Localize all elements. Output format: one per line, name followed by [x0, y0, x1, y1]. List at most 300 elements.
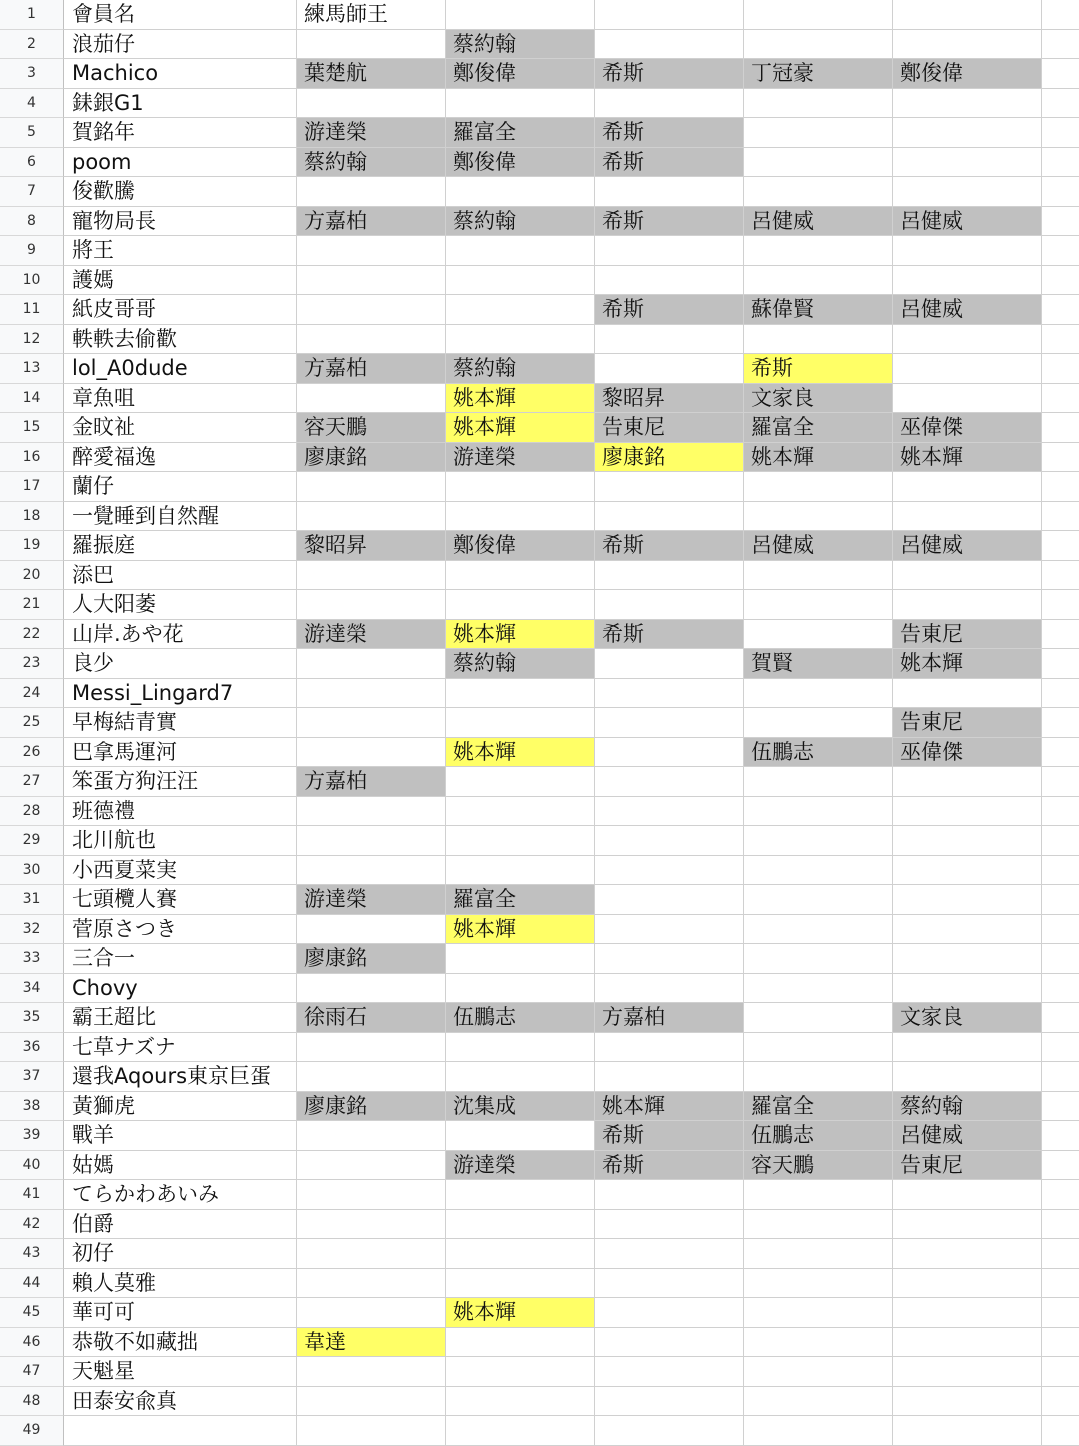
member-name-cell[interactable]: 笨蛋方狗汪汪 [64, 767, 297, 797]
row-number[interactable]: 39 [0, 1121, 64, 1151]
empty-cell[interactable] [1042, 325, 1079, 355]
member-name-cell[interactable]: 還我Aqours東京巨蛋 [64, 1062, 297, 1092]
pick-cell[interactable] [446, 561, 595, 591]
pick-cell[interactable] [446, 944, 595, 974]
row-number[interactable]: 5 [0, 118, 64, 148]
empty-cell[interactable] [1042, 354, 1079, 384]
pick-cell[interactable] [744, 266, 893, 296]
pick-cell[interactable]: 希斯 [595, 1121, 744, 1151]
pick-cell[interactable]: 丁冠豪 [744, 59, 893, 89]
empty-cell[interactable] [1042, 826, 1079, 856]
member-name-cell[interactable]: 初仔 [64, 1239, 297, 1269]
row-number[interactable]: 42 [0, 1210, 64, 1240]
pick-cell[interactable]: 呂健威 [893, 1121, 1042, 1151]
pick-cell[interactable] [297, 1151, 446, 1181]
empty-cell[interactable] [1042, 649, 1079, 679]
empty-cell[interactable] [1042, 0, 1079, 30]
pick-cell[interactable] [446, 89, 595, 119]
pick-cell[interactable] [893, 354, 1042, 384]
pick-cell[interactable]: 游達榮 [297, 885, 446, 915]
pick-cell[interactable] [297, 561, 446, 591]
pick-cell[interactable] [446, 590, 595, 620]
pick-cell[interactable] [893, 30, 1042, 60]
pick-cell[interactable]: 告東尼 [893, 1151, 1042, 1181]
member-name-cell[interactable]: 章魚咀 [64, 384, 297, 414]
pick-cell[interactable] [744, 325, 893, 355]
pick-cell[interactable]: 伍鵬志 [744, 738, 893, 768]
row-number[interactable]: 7 [0, 177, 64, 207]
pick-cell[interactable] [744, 1357, 893, 1387]
pick-cell[interactable] [595, 236, 744, 266]
empty-cell[interactable] [1042, 944, 1079, 974]
pick-cell[interactable]: 希斯 [595, 531, 744, 561]
pick-cell[interactable]: 沈集成 [446, 1092, 595, 1122]
pick-cell[interactable]: 黎昭昇 [297, 531, 446, 561]
pick-cell[interactable]: 羅富全 [744, 413, 893, 443]
pick-cell[interactable] [297, 89, 446, 119]
pick-cell[interactable] [893, 325, 1042, 355]
empty-cell[interactable] [1042, 236, 1079, 266]
pick-cell[interactable] [297, 472, 446, 502]
row-number[interactable]: 40 [0, 1151, 64, 1181]
pick-cell[interactable]: 賀賢 [744, 649, 893, 679]
pick-cell[interactable] [297, 738, 446, 768]
pick-cell[interactable]: 呂健威 [893, 295, 1042, 325]
pick-cell[interactable] [446, 177, 595, 207]
row-number[interactable]: 22 [0, 620, 64, 650]
member-name-cell[interactable]: 人大阳萎 [64, 590, 297, 620]
row-number[interactable]: 31 [0, 885, 64, 915]
pick-cell[interactable] [595, 89, 744, 119]
empty-cell[interactable] [1042, 679, 1079, 709]
member-name-cell[interactable]: 良少 [64, 649, 297, 679]
empty-cell[interactable] [1042, 266, 1079, 296]
member-name-cell[interactable]: 霸王超比 [64, 1003, 297, 1033]
pick-cell[interactable] [744, 177, 893, 207]
pick-cell[interactable]: 羅富全 [446, 885, 595, 915]
pick-cell[interactable] [744, 915, 893, 945]
pick-cell[interactable] [446, 266, 595, 296]
pick-cell[interactable] [595, 561, 744, 591]
member-name-cell[interactable]: 伯爵 [64, 1210, 297, 1240]
empty-cell[interactable] [1042, 767, 1079, 797]
row-number[interactable]: 36 [0, 1033, 64, 1063]
row-number[interactable]: 32 [0, 915, 64, 945]
member-name-cell[interactable]: 三合一 [64, 944, 297, 974]
pick-cell[interactable] [595, 590, 744, 620]
pick-cell[interactable]: 葉楚航 [297, 59, 446, 89]
pick-cell[interactable] [297, 590, 446, 620]
pick-cell[interactable] [446, 679, 595, 709]
pick-cell[interactable] [744, 708, 893, 738]
empty-cell[interactable] [1042, 30, 1079, 60]
member-name-cell[interactable]: 姑媽 [64, 1151, 297, 1181]
row-number[interactable]: 14 [0, 384, 64, 414]
pick-cell[interactable] [297, 30, 446, 60]
pick-cell[interactable]: 方嘉柏 [595, 1003, 744, 1033]
pick-cell[interactable]: 伍鵬志 [744, 1121, 893, 1151]
pick-cell[interactable] [595, 915, 744, 945]
pick-cell[interactable] [595, 177, 744, 207]
pick-cell[interactable]: 姚本輝 [744, 443, 893, 473]
pick-cell[interactable]: 蔡約翰 [893, 1092, 1042, 1122]
pick-cell[interactable] [446, 1062, 595, 1092]
pick-cell[interactable] [595, 354, 744, 384]
row-number[interactable]: 25 [0, 708, 64, 738]
empty-cell[interactable] [1042, 1387, 1079, 1417]
pick-cell[interactable]: 告東尼 [893, 708, 1042, 738]
row-number[interactable]: 4 [0, 89, 64, 119]
row-number[interactable]: 16 [0, 443, 64, 473]
pick-cell[interactable] [744, 1180, 893, 1210]
pick-cell[interactable] [893, 1180, 1042, 1210]
row-number[interactable]: 21 [0, 590, 64, 620]
empty-cell[interactable] [1042, 1328, 1079, 1358]
pick-cell[interactable]: 鄭俊偉 [893, 59, 1042, 89]
pick-cell[interactable]: 鄭俊偉 [446, 531, 595, 561]
pick-cell[interactable] [893, 1210, 1042, 1240]
pick-cell[interactable] [893, 502, 1042, 532]
member-name-cell[interactable]: てらかわあいみ [64, 1180, 297, 1210]
member-name-cell[interactable]: 寵物局長 [64, 207, 297, 237]
member-name-cell[interactable]: 天魁星 [64, 1357, 297, 1387]
pick-cell[interactable] [744, 1298, 893, 1328]
pick-cell[interactable] [744, 118, 893, 148]
pick-cell[interactable]: 方嘉柏 [297, 767, 446, 797]
pick-cell[interactable] [595, 1328, 744, 1358]
member-name-cell[interactable]: 醉愛福逸 [64, 443, 297, 473]
member-name-cell[interactable]: 田泰安兪真 [64, 1387, 297, 1417]
empty-cell[interactable] [1042, 885, 1079, 915]
pick-cell[interactable] [595, 767, 744, 797]
row-number[interactable]: 19 [0, 531, 64, 561]
pick-cell[interactable]: 巫偉傑 [893, 738, 1042, 768]
row-number[interactable]: 43 [0, 1239, 64, 1269]
pick-cell[interactable]: 游達榮 [446, 443, 595, 473]
empty-cell[interactable] [1042, 384, 1079, 414]
pick-cell[interactable] [893, 1239, 1042, 1269]
pick-cell[interactable] [595, 885, 744, 915]
pick-cell[interactable]: 蔡約翰 [446, 207, 595, 237]
pick-cell[interactable] [744, 148, 893, 178]
row-number[interactable]: 44 [0, 1269, 64, 1299]
pick-cell[interactable]: 蘇偉賢 [744, 295, 893, 325]
pick-cell[interactable] [595, 1210, 744, 1240]
member-name-cell[interactable]: 戰羊 [64, 1121, 297, 1151]
member-name-cell[interactable]: 銇銀G1 [64, 89, 297, 119]
pick-cell[interactable] [744, 561, 893, 591]
member-name-cell[interactable]: 小西夏菜実 [64, 856, 297, 886]
pick-cell[interactable]: 蔡約翰 [446, 30, 595, 60]
pick-cell[interactable]: 姚本輝 [446, 915, 595, 945]
pick-cell[interactable] [893, 915, 1042, 945]
empty-cell[interactable] [1042, 118, 1079, 148]
member-name-cell[interactable]: 北川航也 [64, 826, 297, 856]
pick-cell[interactable]: 呂健威 [744, 531, 893, 561]
pick-cell[interactable] [297, 236, 446, 266]
pick-cell[interactable] [744, 236, 893, 266]
member-name-cell[interactable]: 華可可 [64, 1298, 297, 1328]
row-number[interactable]: 45 [0, 1298, 64, 1328]
empty-cell[interactable] [1042, 1062, 1079, 1092]
pick-cell[interactable] [595, 1033, 744, 1063]
empty-cell[interactable] [1042, 738, 1079, 768]
pick-cell[interactable]: 告東尼 [595, 413, 744, 443]
pick-cell[interactable]: 蔡約翰 [446, 649, 595, 679]
pick-cell[interactable] [297, 266, 446, 296]
pick-cell[interactable] [297, 1121, 446, 1151]
empty-cell[interactable] [1042, 1033, 1079, 1063]
pick-cell[interactable] [297, 708, 446, 738]
empty-cell[interactable] [1042, 974, 1079, 1004]
row-number[interactable]: 12 [0, 325, 64, 355]
pick-cell[interactable] [297, 856, 446, 886]
empty-cell[interactable] [1042, 502, 1079, 532]
pick-cell[interactable]: 黎昭昇 [595, 384, 744, 414]
pick-cell[interactable]: 練馬師王 [297, 0, 446, 30]
row-number[interactable]: 2 [0, 30, 64, 60]
pick-cell[interactable]: 希斯 [595, 59, 744, 89]
empty-cell[interactable] [1042, 295, 1079, 325]
pick-cell[interactable]: 羅富全 [744, 1092, 893, 1122]
pick-cell[interactable] [595, 502, 744, 532]
pick-cell[interactable] [595, 944, 744, 974]
pick-cell[interactable]: 希斯 [595, 295, 744, 325]
pick-cell[interactable]: 韋達 [297, 1328, 446, 1358]
empty-cell[interactable] [1042, 531, 1079, 561]
pick-cell[interactable]: 姚本輝 [446, 384, 595, 414]
pick-cell[interactable] [893, 561, 1042, 591]
pick-cell[interactable] [893, 1357, 1042, 1387]
pick-cell[interactable] [744, 944, 893, 974]
pick-cell[interactable]: 蔡約翰 [446, 354, 595, 384]
pick-cell[interactable] [297, 1387, 446, 1417]
row-number[interactable]: 9 [0, 236, 64, 266]
member-name-cell[interactable]: 早梅結青實 [64, 708, 297, 738]
pick-cell[interactable] [595, 1062, 744, 1092]
pick-cell[interactable]: 鄭俊偉 [446, 59, 595, 89]
pick-cell[interactable]: 文家良 [744, 384, 893, 414]
pick-cell[interactable]: 希斯 [595, 1151, 744, 1181]
pick-cell[interactable]: 希斯 [595, 118, 744, 148]
member-name-cell[interactable]: Chovy [64, 974, 297, 1004]
row-number[interactable]: 27 [0, 767, 64, 797]
pick-cell[interactable] [744, 856, 893, 886]
member-name-cell[interactable]: 將王 [64, 236, 297, 266]
row-number[interactable]: 24 [0, 679, 64, 709]
pick-cell[interactable] [744, 826, 893, 856]
pick-cell[interactable]: 希斯 [595, 620, 744, 650]
empty-cell[interactable] [1042, 1239, 1079, 1269]
pick-cell[interactable] [595, 266, 744, 296]
pick-cell[interactable]: 姚本輝 [446, 738, 595, 768]
pick-cell[interactable] [297, 325, 446, 355]
row-number[interactable]: 8 [0, 207, 64, 237]
pick-cell[interactable] [297, 1269, 446, 1299]
member-name-cell[interactable]: 七頭欖人賽 [64, 885, 297, 915]
row-number[interactable]: 13 [0, 354, 64, 384]
pick-cell[interactable] [893, 856, 1042, 886]
pick-cell[interactable] [893, 797, 1042, 827]
pick-cell[interactable] [744, 1239, 893, 1269]
pick-cell[interactable] [595, 1387, 744, 1417]
pick-cell[interactable] [893, 974, 1042, 1004]
pick-cell[interactable] [744, 885, 893, 915]
pick-cell[interactable] [893, 118, 1042, 148]
empty-cell[interactable] [1042, 413, 1079, 443]
row-number[interactable]: 23 [0, 649, 64, 679]
row-number[interactable]: 10 [0, 266, 64, 296]
member-name-cell[interactable]: 蘭仔 [64, 472, 297, 502]
pick-cell[interactable] [595, 649, 744, 679]
pick-cell[interactable]: 姚本輝 [446, 620, 595, 650]
row-number[interactable]: 47 [0, 1357, 64, 1387]
pick-cell[interactable]: 鄭俊偉 [446, 148, 595, 178]
empty-cell[interactable] [1042, 1357, 1079, 1387]
pick-cell[interactable]: 容天鵬 [744, 1151, 893, 1181]
empty-cell[interactable] [1042, 620, 1079, 650]
pick-cell[interactable] [744, 797, 893, 827]
row-number[interactable]: 28 [0, 797, 64, 827]
pick-cell[interactable]: 羅富全 [446, 118, 595, 148]
row-number[interactable]: 29 [0, 826, 64, 856]
row-number[interactable]: 38 [0, 1092, 64, 1122]
pick-cell[interactable]: 蔡約翰 [297, 148, 446, 178]
pick-cell[interactable] [744, 1062, 893, 1092]
pick-cell[interactable] [595, 826, 744, 856]
pick-cell[interactable] [893, 177, 1042, 207]
pick-cell[interactable] [744, 1328, 893, 1358]
pick-cell[interactable]: 呂健威 [893, 207, 1042, 237]
pick-cell[interactable]: 徐雨石 [297, 1003, 446, 1033]
pick-cell[interactable] [744, 767, 893, 797]
member-name-cell[interactable]: 金旼祉 [64, 413, 297, 443]
pick-cell[interactable] [595, 679, 744, 709]
member-name-cell[interactable]: 會員名 [64, 0, 297, 30]
pick-cell[interactable] [744, 590, 893, 620]
pick-cell[interactable] [297, 1210, 446, 1240]
row-number[interactable]: 3 [0, 59, 64, 89]
pick-cell[interactable] [446, 797, 595, 827]
pick-cell[interactable] [297, 1180, 446, 1210]
pick-cell[interactable] [893, 1033, 1042, 1063]
pick-cell[interactable] [893, 89, 1042, 119]
pick-cell[interactable] [893, 472, 1042, 502]
row-number[interactable]: 26 [0, 738, 64, 768]
pick-cell[interactable] [595, 325, 744, 355]
row-number[interactable]: 17 [0, 472, 64, 502]
pick-cell[interactable]: 游達榮 [297, 620, 446, 650]
member-name-cell[interactable]: 七草ナズナ [64, 1033, 297, 1063]
pick-cell[interactable] [297, 384, 446, 414]
row-number[interactable]: 33 [0, 944, 64, 974]
pick-cell[interactable] [744, 1269, 893, 1299]
empty-cell[interactable] [1042, 708, 1079, 738]
pick-cell[interactable] [893, 590, 1042, 620]
pick-cell[interactable] [893, 266, 1042, 296]
empty-cell[interactable] [1042, 59, 1079, 89]
pick-cell[interactable] [744, 0, 893, 30]
row-number[interactable]: 11 [0, 295, 64, 325]
pick-cell[interactable] [744, 89, 893, 119]
empty-cell[interactable] [1042, 1269, 1079, 1299]
pick-cell[interactable] [446, 236, 595, 266]
pick-cell[interactable]: 姚本輝 [446, 1298, 595, 1328]
pick-cell[interactable]: 文家良 [893, 1003, 1042, 1033]
pick-cell[interactable]: 希斯 [595, 148, 744, 178]
pick-cell[interactable] [595, 856, 744, 886]
pick-cell[interactable]: 姚本輝 [595, 1092, 744, 1122]
pick-cell[interactable] [446, 325, 595, 355]
pick-cell[interactable] [446, 1328, 595, 1358]
pick-cell[interactable]: 廖康銘 [297, 443, 446, 473]
pick-cell[interactable] [446, 1121, 595, 1151]
row-number[interactable]: 41 [0, 1180, 64, 1210]
pick-cell[interactable]: 希斯 [744, 354, 893, 384]
row-number[interactable]: 37 [0, 1062, 64, 1092]
pick-cell[interactable]: 希斯 [595, 207, 744, 237]
pick-cell[interactable] [595, 30, 744, 60]
pick-cell[interactable] [893, 148, 1042, 178]
pick-cell[interactable] [595, 738, 744, 768]
pick-cell[interactable] [297, 177, 446, 207]
pick-cell[interactable] [446, 472, 595, 502]
pick-cell[interactable] [297, 1033, 446, 1063]
pick-cell[interactable] [446, 708, 595, 738]
pick-cell[interactable] [893, 1387, 1042, 1417]
pick-cell[interactable]: 伍鵬志 [446, 1003, 595, 1033]
pick-cell[interactable] [446, 1180, 595, 1210]
member-name-cell[interactable]: 浪茄仔 [64, 30, 297, 60]
pick-cell[interactable]: 游達榮 [297, 118, 446, 148]
pick-cell[interactable] [893, 0, 1042, 30]
pick-cell[interactable]: 姚本輝 [893, 649, 1042, 679]
empty-cell[interactable] [1042, 207, 1079, 237]
member-name-cell[interactable]: 山岸.あや花 [64, 620, 297, 650]
pick-cell[interactable] [595, 1239, 744, 1269]
pick-cell[interactable] [297, 797, 446, 827]
pick-cell[interactable]: 游達榮 [446, 1151, 595, 1181]
pick-cell[interactable]: 告東尼 [893, 620, 1042, 650]
row-number[interactable]: 49 [0, 1416, 64, 1446]
pick-cell[interactable]: 姚本輝 [446, 413, 595, 443]
pick-cell[interactable]: 廖康銘 [297, 1092, 446, 1122]
pick-cell[interactable] [595, 797, 744, 827]
empty-cell[interactable] [1042, 561, 1079, 591]
pick-cell[interactable] [595, 1180, 744, 1210]
pick-cell[interactable] [446, 767, 595, 797]
member-name-cell[interactable]: Machico [64, 59, 297, 89]
empty-cell[interactable] [1042, 89, 1079, 119]
pick-cell[interactable] [446, 856, 595, 886]
row-number[interactable]: 34 [0, 974, 64, 1004]
pick-cell[interactable]: 方嘉柏 [297, 207, 446, 237]
pick-cell[interactable] [744, 974, 893, 1004]
pick-cell[interactable] [297, 1298, 446, 1328]
pick-cell[interactable] [744, 1033, 893, 1063]
member-name-cell[interactable]: 添巴 [64, 561, 297, 591]
member-name-cell[interactable]: Messi_Lingard7 [64, 679, 297, 709]
pick-cell[interactable] [744, 502, 893, 532]
member-name-cell[interactable]: 巴拿馬運河 [64, 738, 297, 768]
pick-cell[interactable]: 巫偉傑 [893, 413, 1042, 443]
empty-cell[interactable] [1042, 915, 1079, 945]
member-name-cell[interactable]: 紙皮哥哥 [64, 295, 297, 325]
empty-cell[interactable] [1042, 1121, 1079, 1151]
pick-cell[interactable] [893, 767, 1042, 797]
pick-cell[interactable] [893, 944, 1042, 974]
pick-cell[interactable]: 方嘉柏 [297, 354, 446, 384]
